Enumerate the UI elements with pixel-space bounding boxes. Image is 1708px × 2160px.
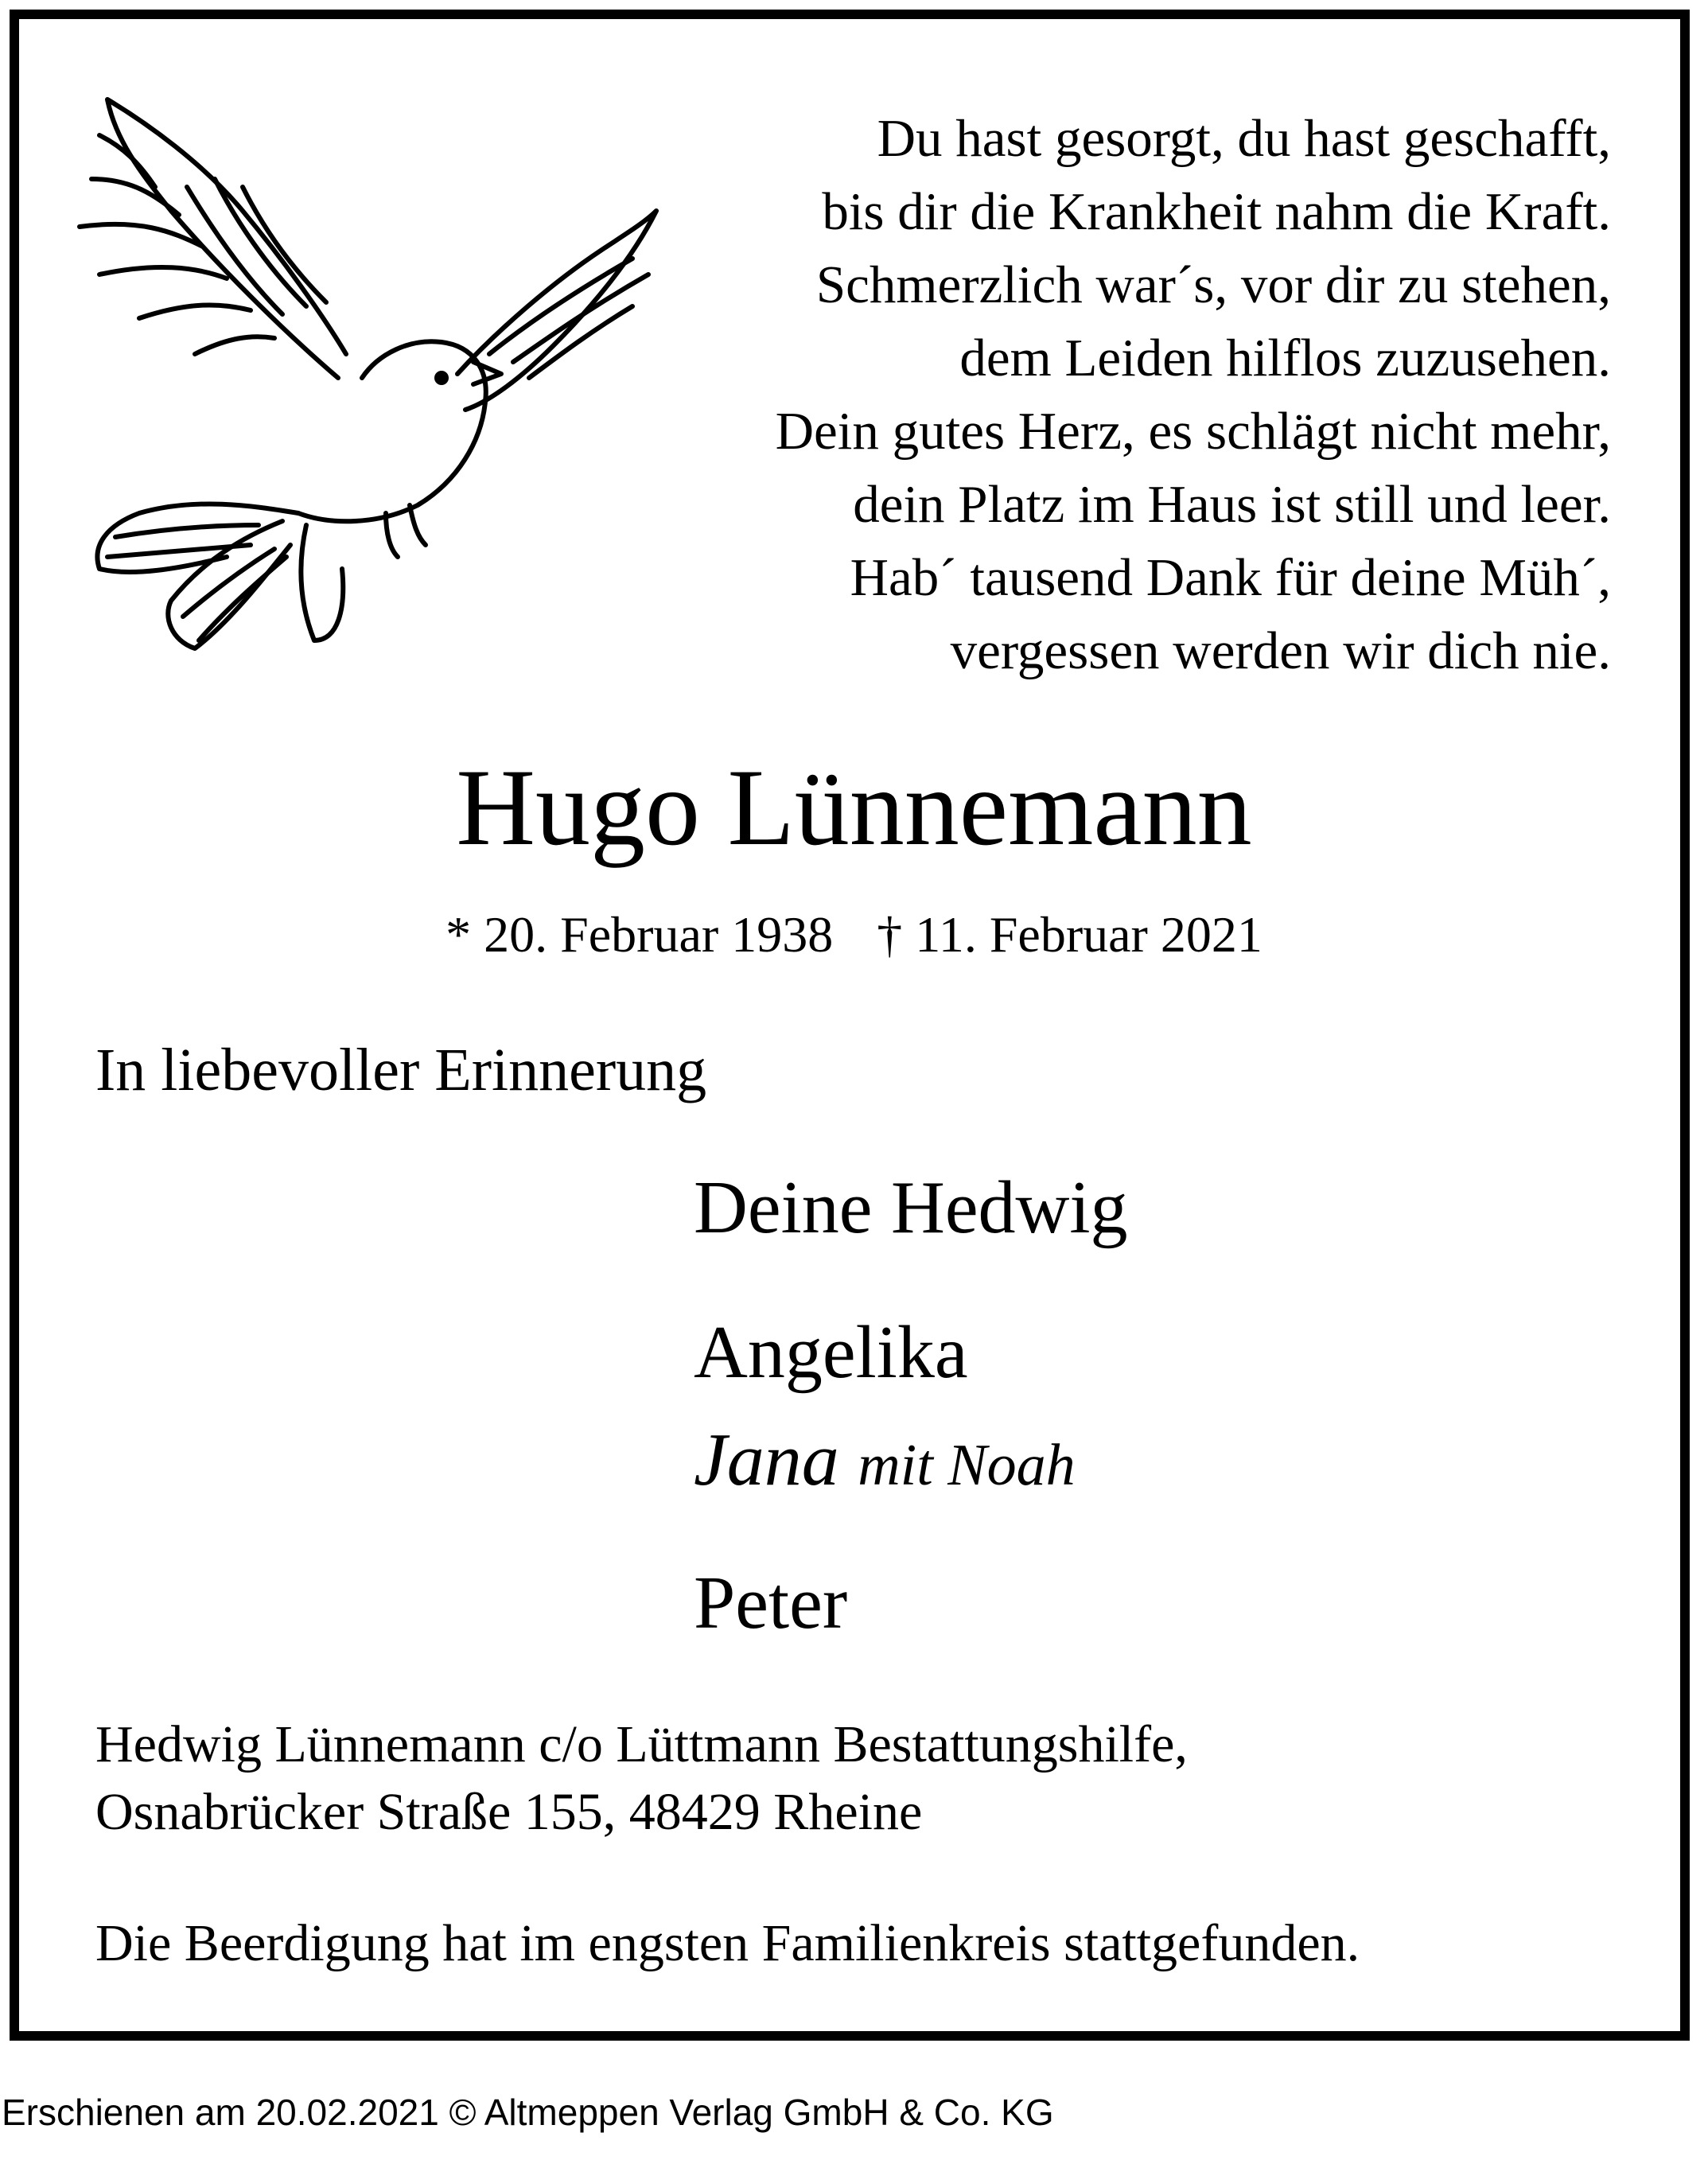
contact-address [95,1710,1188,1846]
mourner-peter: Peter [694,1562,848,1644]
poem-line: bis dir die Krankheit nahm die Kraft. [822,182,1611,241]
deceased-name: Hugo Lünnemann [456,746,1252,868]
memorial-intro: In liebevoller Erinnerung [95,1037,707,1103]
poem-line: vergessen werden wir dich nie. [950,621,1611,680]
poem-line: Hab´ tausend Dank für deine Müh´, [850,548,1611,607]
burial-note: Die Beerdigung hat im engsten Familienkreis stattgefunden. [95,1914,1360,1972]
poem-line: Schmerzlich war´s, vor dir zu stehen, [815,255,1611,314]
life-dates [0,903,1708,967]
poem-line: Du hast gesorgt, du hast geschafft, [877,109,1611,168]
publication-footer: Erschienen am 20.02.2021 © Altmeppen Verlag GmbH & Co. KG [2,2092,1054,2133]
mourner-jana [694,1416,1076,1509]
birth-date: * 20. Februar 1938 [445,906,834,963]
mourner-angelika: Angelika [694,1311,968,1394]
poem-line: Dein gutes Herz, es schlägt nicht mehr, [775,402,1611,461]
address-line: Hedwig Lünnemann c/o Lüttmann Bestattungshilfe, [95,1715,1188,1773]
dove-icon [44,91,660,664]
mourner-hedwig: Deine Hedwig [694,1166,1128,1249]
mourner-jana-suffix: mit Noah [858,1433,1076,1498]
address-line: Osnabrücker Straße 155, 48429 Rheine [95,1783,923,1841]
poem-line: dein Platz im Haus ist still und leer. [853,475,1611,534]
poem [577,102,1611,687]
death-date: † 11. Februar 2021 [877,906,1263,963]
poem-line: dem Leiden hilflos zuzusehen. [959,329,1611,387]
mourner-jana-name: Jana [694,1419,839,1501]
